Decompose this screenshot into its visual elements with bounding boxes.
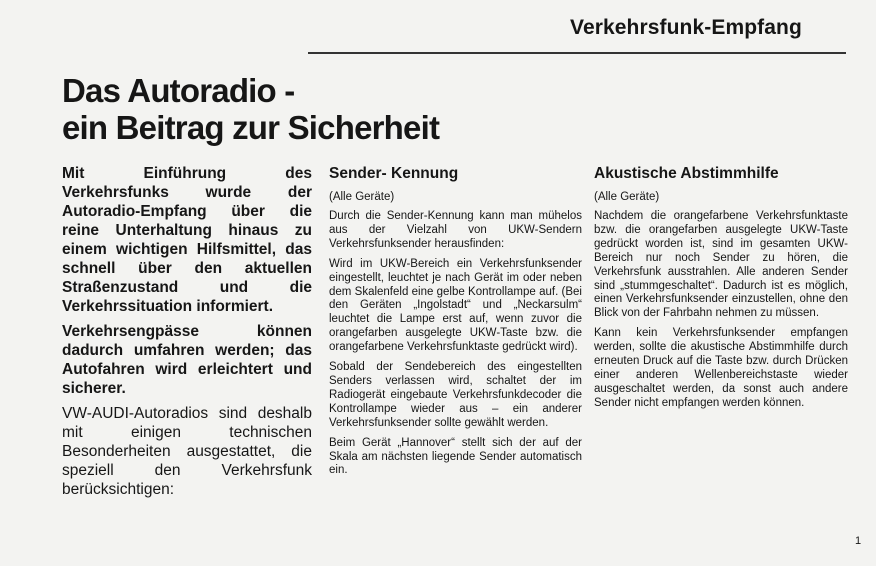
intro-paragraph-2: Verkehrsengpässe können dadurch umfahren werden; das Autofahren wird erleichtert und sicherer. [62, 323, 312, 397]
sender-kennung-paragraph-4: Beim Gerät „Hannover“ stellt sich der auf der Skala am nächsten liegende Sender automatisch ein. [329, 436, 582, 477]
abstimmhilfe-note: (Alle Geräte) [594, 191, 660, 203]
abstimmhilfe-paragraph-1: Nachdem die orangefarbene Verkehrsfunktaste bzw. die orangefarben ausgelegte UKW-Taste gedrückt worden ist, sind im gesamten UKW-Bereich nur noch Sender zu hören, die Verkehrsfunk ausstrahlen. Alle anderen Sender sind „stummgeschaltet“. Dadurch ist es möglich, einen Verkehrsfunksender einzustellen, ohne den Blick von der Fahrbahn nehmen zu müssen. [594, 210, 848, 320]
sender-kennung-paragraph-2: Wird im UKW-Bereich ein Verkehrsfunksender eingestellt, leuchtet je nach Gerät im oder neben dem Skalenfeld eine gelbe Kontrollampe auf. (Bei den Geräten „Ingolstadt“ und „Neckarsulm“ leuchtet die Lampe erst auf, wenn zuvor die orangefarben ausgelegte UKW-Taste bzw. die orangefarbene Verkehrsfunktaste gedrückt wird). [329, 257, 582, 354]
sender-kennung-note: (Alle Geräte) [329, 191, 395, 203]
intro-paragraph-1: Mit Einführung des Verkehrsfunks wurde der Autoradio-Empfang über die reine Unterhaltung hinaus zu einem wichtigen Hilfsmittel, das schnell über den aktuellen Straßenzustand und die Verkehrssituation informiert. [62, 165, 312, 315]
abstimmhilfe-heading: Akustische Abstimmhilfe [594, 165, 779, 182]
sender-kennung-paragraph-1: Durch die Sender-Kennung kann man mühelos aus der Vielzahl von UKW-Sendern Verkehrsfunksender herausfinden: [329, 210, 582, 250]
column-sender-kennung [329, 164, 582, 484]
headline-line-1: Das Autoradio - [62, 72, 295, 109]
header-rule [308, 52, 846, 54]
column-abstimmhilfe [594, 164, 848, 417]
headline [62, 72, 522, 146]
sender-kennung-paragraph-3: Sobald der Sendebereich des eingestellten Senders verlassen wird, schaltet der im Radiogerät eingebaute Verkehrsfunkdecoder die Kontrollampe wieder aus – ein anderer Verkehrsfunksender sollte gewählt werden. [329, 361, 582, 429]
column-intro [62, 164, 312, 499]
headline-line-2: ein Beitrag zur Sicherheit [62, 109, 440, 146]
section-title: Verkehrsfunk-Empfang [570, 16, 802, 39]
intro-paragraph-3: VW-AUDI-Autoradios sind deshalb mit einigen technischen Besonderheiten ausgestattet, die speziell den Verkehrsfunk berücksichtigen: [62, 405, 312, 498]
page-number: 1 [855, 535, 862, 547]
abstimmhilfe-paragraph-2: Kann kein Verkehrsfunksender empfangen werden, sollte die akustische Abstimmhilfe durch erneuten Druck auf die Taste bzw. durch Drücken einer anderen Wellenbereichstaste wieder ausgeschaltet werden, da sonst auch andere Sender nicht empfangen werden können. [594, 327, 848, 409]
sender-kennung-heading: Sender- Kennung [329, 165, 459, 182]
